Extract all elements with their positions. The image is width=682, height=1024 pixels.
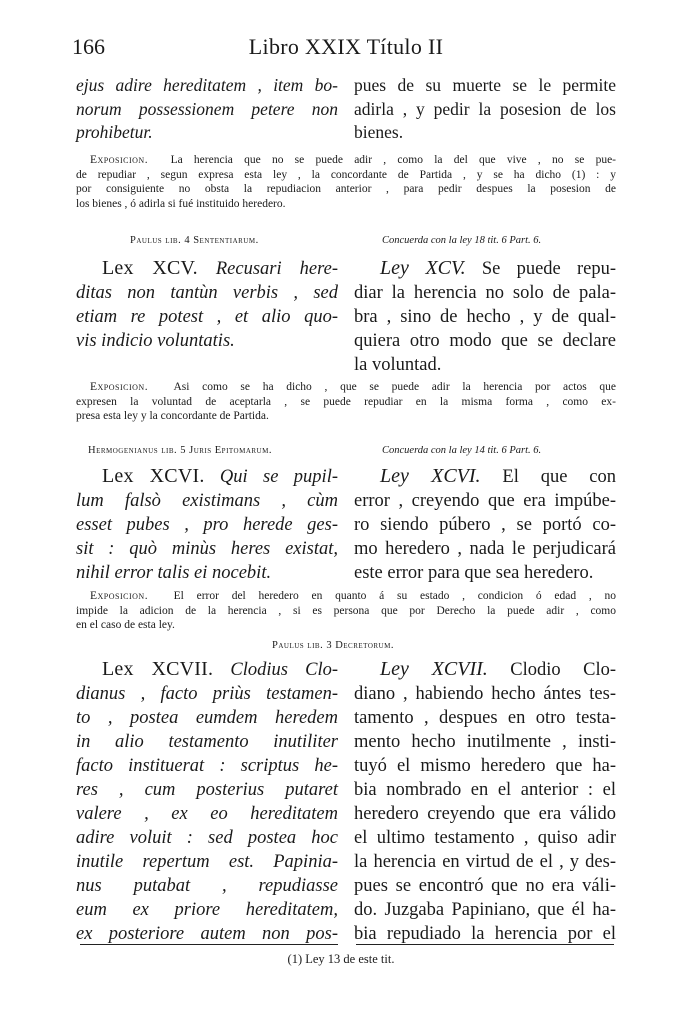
- text-line: Ley XCV. Se puede repu-: [380, 257, 616, 279]
- text-line: nihil error talis ei nocebit.: [76, 563, 272, 583]
- text-line: presa esta ley y la concordante de Partida.: [76, 410, 269, 422]
- text-line: bia nombrado en el anterior : el: [354, 780, 616, 800]
- concordance-citation: Concuerda con la ley 18 tit. 6 Part. 6.: [382, 235, 542, 246]
- text-line: los bienes , ó adirla si fué instituido heredero.: [76, 197, 286, 210]
- text-line: prohibetur.: [76, 122, 153, 142]
- exposicion-3: [76, 589, 616, 633]
- lex-heading: Lex XCVII.: [102, 658, 214, 680]
- text-line: to , postea eumdem heredem: [76, 708, 338, 728]
- ley-heading: Ley XCVII.: [380, 658, 488, 680]
- text-line: Exposicion. Asi como se ha dicho , que se puede adir la herencia por actos que: [90, 381, 616, 393]
- latin-continuation: [76, 74, 338, 145]
- text-line: ejus adire hereditatem , item bo-: [76, 75, 338, 95]
- top-continuation: [76, 74, 616, 145]
- text-line: la herencia en virtud de el , y des-: [354, 852, 616, 872]
- text-line: mo heredero , nada le perjudicará: [354, 539, 616, 559]
- text-line: bia repudiado la herencia por el: [354, 924, 616, 944]
- source-citation: Paulus lib. 4 Sententiarum.: [130, 235, 259, 246]
- text-line: Exposicion. La herencia que no se puede adir , como la del que vive , no se pue-: [90, 154, 616, 166]
- text-line: quiera otro modo que se declare: [354, 331, 616, 351]
- footnote-rule-right: [356, 944, 614, 945]
- text-line: error , creyendo que era impúbe-: [354, 491, 616, 511]
- text-line: nus putabat , repudiasse: [76, 876, 338, 896]
- text-line: mento hecho inutilmente , insti-: [354, 732, 616, 752]
- text-line: lum falsò existimans , cùm: [76, 491, 338, 511]
- text-line: bienes.: [354, 122, 404, 142]
- text-line: vis indicio voluntatis.: [76, 331, 235, 351]
- footnote: (1) Ley 13 de este tit.: [287, 952, 395, 966]
- exposicion-label: Exposicion.: [90, 381, 149, 393]
- text-line: impide la adicion de la herencia , si es persona que por Derecho la puede adir , como: [76, 604, 616, 617]
- exposicion-1: [76, 153, 616, 211]
- text-line: tuyó el mismo heredero que ha-: [354, 756, 616, 776]
- page-header: [72, 34, 620, 64]
- ley-heading: Ley XCV.: [380, 257, 466, 279]
- page-number: 166: [72, 34, 105, 59]
- text-line: diano , habiendo hecho ántes tes-: [354, 684, 616, 704]
- text-line: Exposicion. El error del heredero en quanto á su estado , condicion ó edad , no: [90, 590, 616, 602]
- text-line: ro siendo púbero , se portó co-: [354, 515, 616, 535]
- text-line: sit : quò minùs heres existat,: [76, 539, 338, 559]
- text-line: eum ex priore hereditatem,: [76, 900, 338, 920]
- running-head: Libro XXIX Título II: [248, 34, 444, 59]
- law-97: [76, 657, 616, 946]
- exposicion-label: Exposicion.: [90, 154, 149, 166]
- spanish-text: [354, 657, 616, 946]
- lex-heading: Lex XCV.: [102, 257, 198, 279]
- text-line: facto instituerat : scriptus he-: [76, 756, 338, 776]
- lex-heading: Lex XCVI.: [102, 465, 205, 487]
- text-line: norum possessionem petere non: [76, 98, 338, 119]
- exposicion-label: Exposicion.: [90, 590, 149, 602]
- text-line: ex posteriore autem non pos-: [76, 924, 338, 944]
- spanish-text: [354, 464, 616, 585]
- text-line: adirla , y pedir la posesion de los: [354, 98, 616, 119]
- latin-text: [76, 657, 338, 946]
- text-line: inutile repertum est. Papinia-: [76, 852, 338, 872]
- law-95: [76, 256, 616, 377]
- source-citation: Paulus lib. 3 Decretorum.: [272, 640, 394, 651]
- text-line: valere , ex eo hereditatem: [76, 804, 338, 824]
- spanish-continuation: [354, 74, 616, 145]
- text-line: heredero creyendo que era válido: [354, 804, 616, 824]
- text-line: expresen la voluntad de aceptarla , se puede repudiar en la misma forma , como ex-: [76, 395, 616, 408]
- text-line: pues se encontró que no era váli-: [354, 876, 616, 896]
- text-line: pues de su muerte se le permite: [354, 75, 616, 95]
- concordance-citation: Concuerda con la ley 14 tit. 6 Part. 6.: [382, 445, 542, 456]
- text-line: in alio testamento inutiliter: [76, 732, 338, 752]
- text-line: el ultimo testamento , quiso adir: [354, 828, 616, 848]
- latin-text: [76, 464, 338, 585]
- text-line: la voluntad.: [354, 355, 442, 375]
- text-line: de repudiar , segun expresa esta ley , la concordante de Partida , y se ha dicho (1) : y: [76, 168, 616, 181]
- latin-text: [76, 256, 338, 377]
- text-line: Ley XCVII. Clodio Clo-: [380, 658, 616, 680]
- text-line: ditas non tantùn verbis , sed: [76, 283, 338, 303]
- text-line: esset pubes , pro herede ges-: [76, 515, 338, 535]
- text-line: este error para que sea heredero.: [354, 563, 594, 583]
- text-line: diar la herencia no solo de pala-: [354, 283, 616, 303]
- source-citation: Hermogenianus lib. 5 Juris Epitomarum.: [88, 445, 272, 456]
- spanish-text: [354, 256, 616, 377]
- text-line: Ley XCVI. El que con: [380, 465, 616, 487]
- text-line: Lex XCVI. Qui se pupil-: [102, 465, 338, 487]
- text-line: en el caso de esta ley.: [76, 619, 175, 631]
- text-line: etiam re potest , et alio quo-: [76, 307, 338, 327]
- text-line: do. Juzgaba Papiniano, que él ha-: [354, 900, 616, 920]
- text-line: Lex XCV. Recusari here-: [102, 257, 339, 279]
- footnote-rule-left: [80, 944, 338, 945]
- text-line: tamento , despues en otro testa-: [354, 708, 616, 728]
- text-line: dianus , facto priùs testamen-: [76, 684, 338, 704]
- text-line: adire voluit : sed postea hoc: [76, 828, 338, 848]
- text-line: bra , sino de hecho , y de qual-: [354, 307, 616, 327]
- ley-heading: Ley XCVI.: [380, 465, 481, 487]
- text-line: Lex XCVII. Clodius Clo-: [102, 658, 338, 680]
- law-96: [76, 464, 616, 585]
- exposicion-2: [76, 380, 616, 424]
- text-line: res , cum posterius putaret: [76, 780, 338, 800]
- text-line: por consiguiente no obsta la repudiacion anterior , para pedir despues la posesion de: [76, 183, 616, 195]
